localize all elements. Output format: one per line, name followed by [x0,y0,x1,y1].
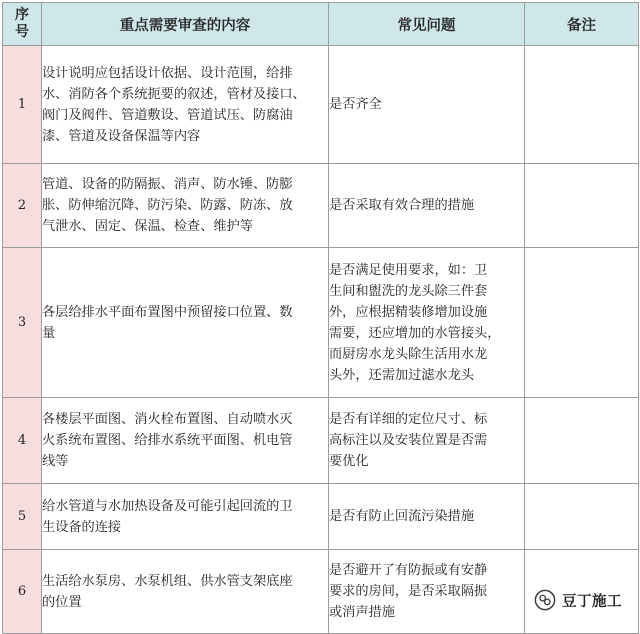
header-no-line1: 序 [15,7,29,23]
table-row [3,164,639,248]
header-no-line2: 号 [15,24,29,40]
review-content-cell [42,550,329,634]
review-content-cell [42,46,329,164]
common-issue-cell [329,398,525,484]
common-issue-line: 是否采取有效合理的措施 [329,198,475,213]
row-number: 6 [3,550,42,634]
common-issue-line: 是否满足使用要求，如：卫 [329,262,488,278]
common-issue-line: 生间和盥洗的龙头除三件套 [329,283,488,299]
table-row [3,484,639,550]
review-content-line: 火系统布置图、给排水系统平面图、机电管 [42,433,293,448]
review-content-line: 线等 [42,454,69,469]
common-issue-line: 或消声措施 [329,605,395,620]
remark-cell [525,46,639,164]
common-issue-line: 是否有防止回流污染措施 [329,509,475,524]
common-issue-line: 是否避开了有防振或有安静 [329,563,488,578]
watermark-text: 豆丁施工 [562,593,622,610]
review-content-line: 胀、防伸缩沉降、防污染、防露、防冻、放 [42,198,293,213]
review-content-line: 给水管道与水加热设备及可能引起回流的卫 [42,498,293,514]
table-row [3,398,639,484]
review-content-line: 设计说明应包括设计依据、设计范围，给排 [42,65,293,81]
review-content-line: 阀门及阀件、管道敷设、管道试压、防腐油 [42,107,293,123]
review-content-cell [42,484,329,550]
common-issue-cell [329,550,525,634]
table-row [3,248,639,398]
common-issue-line: 是否有详细的定位尺寸、标 [329,412,488,427]
review-content-line: 生设备的连接 [42,519,122,535]
common-issue-cell [329,248,525,398]
remark-cell [525,484,639,550]
review-content-line: 气泄水、固定、保温、检查、维护等 [42,219,253,234]
review-content-line: 各层给排水平面布置图中预留接口位置、数 [42,304,293,320]
common-issue-line: 而厨房水龙头除生活用水龙 [329,346,488,362]
review-table [2,2,639,634]
watermark [530,587,626,613]
row-number: 2 [3,164,42,248]
common-issue-cell [329,46,525,164]
common-issue-line: 外，应根据精装修增加设施 [329,304,488,320]
review-content-cell [42,248,329,398]
review-content-cell [42,398,329,484]
header-content: 重点需要审查的内容 [42,3,329,46]
common-issue-line: 要求的房间，是否采取隔振 [329,584,488,599]
review-content-line: 量 [42,325,56,341]
header-issue: 常见问题 [329,3,525,46]
review-content-line: 管道、设备的防隔振、消声、防水锤、防膨 [42,177,293,192]
common-issue-line: 需要，还应增加的水管接头， [329,325,501,341]
review-content-line: 水、消防各个系统扼要的叙述，管材及接口、 [42,86,306,102]
remark-cell [525,164,639,248]
common-issue-cell [329,484,525,550]
review-content-line: 生活给水泵房、水泵机组、供水管支架底座 [42,573,293,589]
common-issue-line: 高标注以及安装位置是否需 [329,433,488,448]
header-no [3,3,42,46]
review-content-line: 漆、管道及设备保温等内容 [42,128,201,144]
review-content-line: 各楼层平面图、消火栓布置图、自动喷水灭 [42,412,293,427]
row-number: 1 [3,46,42,164]
review-content-cell [42,164,329,248]
review-content-line: 的位置 [42,594,82,610]
row-number: 5 [3,484,42,550]
common-issue-line: 头外，还需加过滤水龙头 [329,367,475,383]
wechat-official-account-logo-icon [534,589,556,611]
table-row [3,46,639,164]
common-issue-line: 要优化 [329,454,369,469]
common-issue-cell [329,164,525,248]
remark-cell [525,398,639,484]
remark-cell [525,248,639,398]
table-header-row [3,3,639,46]
common-issue-line: 是否齐全 [329,97,382,112]
row-number: 3 [3,248,42,398]
row-number: 4 [3,398,42,484]
header-remark: 备注 [525,3,639,46]
